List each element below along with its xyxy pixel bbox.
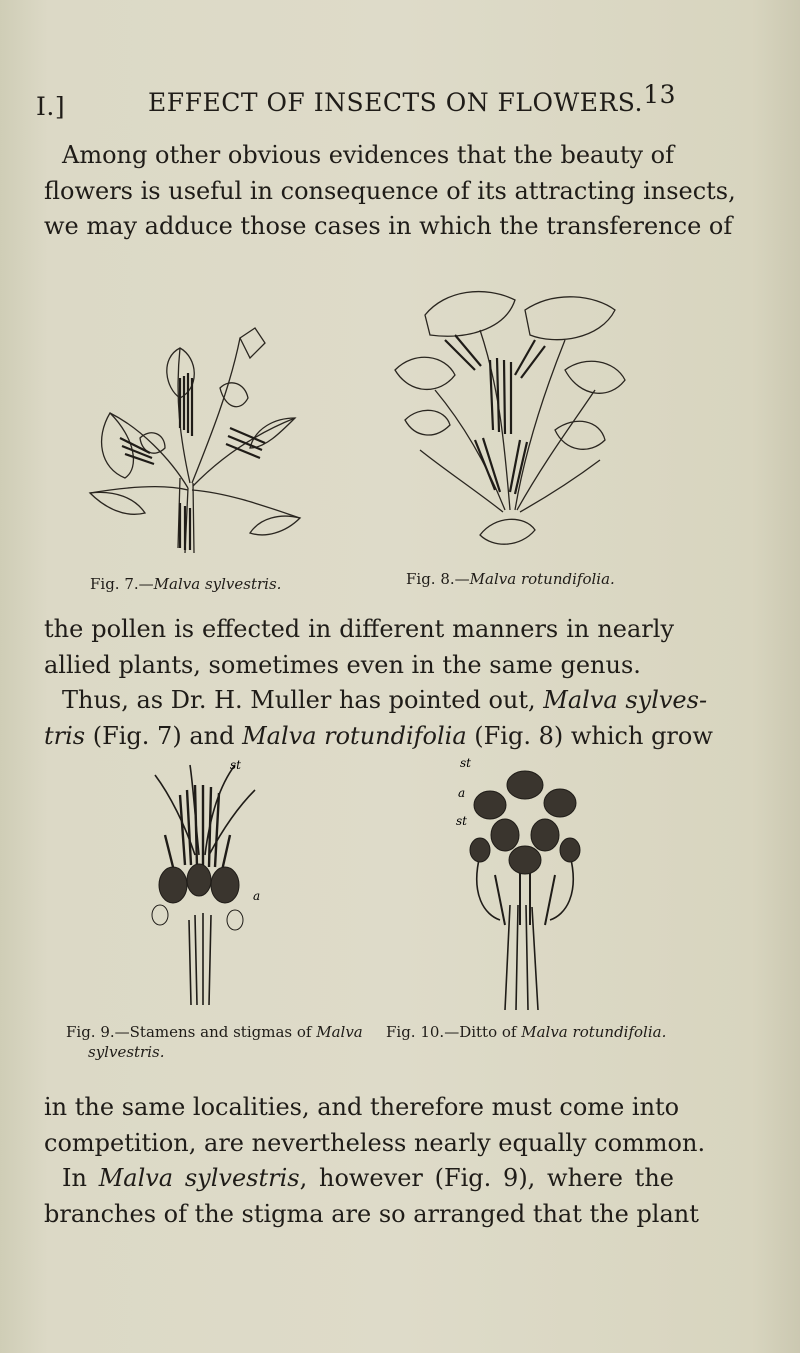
figure-10-caption xyxy=(386,1022,666,1042)
chapter-number: I.] xyxy=(36,92,66,121)
figure-10-species: Malva rotundifolia. xyxy=(521,1023,667,1041)
figure-8-label: Fig. 8.— xyxy=(406,570,470,588)
figure-10-letter-a: a xyxy=(458,786,466,800)
figure-9-letter-a: a xyxy=(253,889,261,903)
figure-10-letter-st-2: st xyxy=(456,814,467,828)
figure-9-species: sylvestris. xyxy=(88,1043,165,1061)
running-title: EFFECT OF INSECTS ON FLOWERS. xyxy=(148,88,643,117)
text-line: flowers is useful in consequence of its attracting insects, xyxy=(44,176,736,205)
figure-7-species: Malva sylvestris. xyxy=(153,575,282,593)
text-line: in the same localities, and therefore must come into xyxy=(44,1093,680,1121)
figure-10-label: Fig. 10.—Ditto of xyxy=(386,1023,522,1041)
figure-7-caption xyxy=(90,575,281,593)
page-number: 13 xyxy=(643,80,676,109)
figure-9-caption xyxy=(66,1022,376,1062)
figure-9-illustration xyxy=(135,755,265,1015)
figure-10-letter-st: st xyxy=(460,756,471,770)
text-line: the pollen is effected in different manners in nearly xyxy=(44,615,674,643)
text-line: we may adduce those cases in which the transference of xyxy=(44,212,733,240)
text-line: competition, are nevertheless nearly equally common. xyxy=(44,1128,706,1157)
figure-8-caption xyxy=(406,570,615,588)
text-line: branches of the stigma are so arranged that the plant xyxy=(44,1199,699,1228)
figure-7-illustration xyxy=(80,318,310,560)
text-line: Thus, as Dr. H. Muller has pointed out, Malva sylves- xyxy=(62,686,708,714)
text-line: tris (Fig. 7) and Malva rotundifolia (Fig. 8) which grow xyxy=(44,721,713,750)
running-header xyxy=(36,80,676,128)
text-line: In Malva sylvestris, however (Fig. 9), where the xyxy=(62,1164,674,1192)
paragraph-2 xyxy=(44,612,713,754)
figure-8-species: Malva rotundifolia. xyxy=(469,570,615,588)
figure-9-label: Fig. 9.—Stamens and stigmas of xyxy=(66,1023,317,1041)
paragraph-3 xyxy=(44,1090,706,1232)
figure-9-genus: Malva xyxy=(316,1023,363,1041)
figure-9-letter-st: st xyxy=(230,758,241,772)
text-line: Among other obvious evidences that the beauty of xyxy=(62,141,674,169)
figure-7-label: Fig. 7.— xyxy=(90,575,154,593)
figure-8-illustration xyxy=(385,280,635,560)
text-line: allied plants, sometimes even in the same genus. xyxy=(44,650,641,679)
figure-10-illustration xyxy=(450,755,600,1015)
paragraph-1 xyxy=(44,138,736,245)
